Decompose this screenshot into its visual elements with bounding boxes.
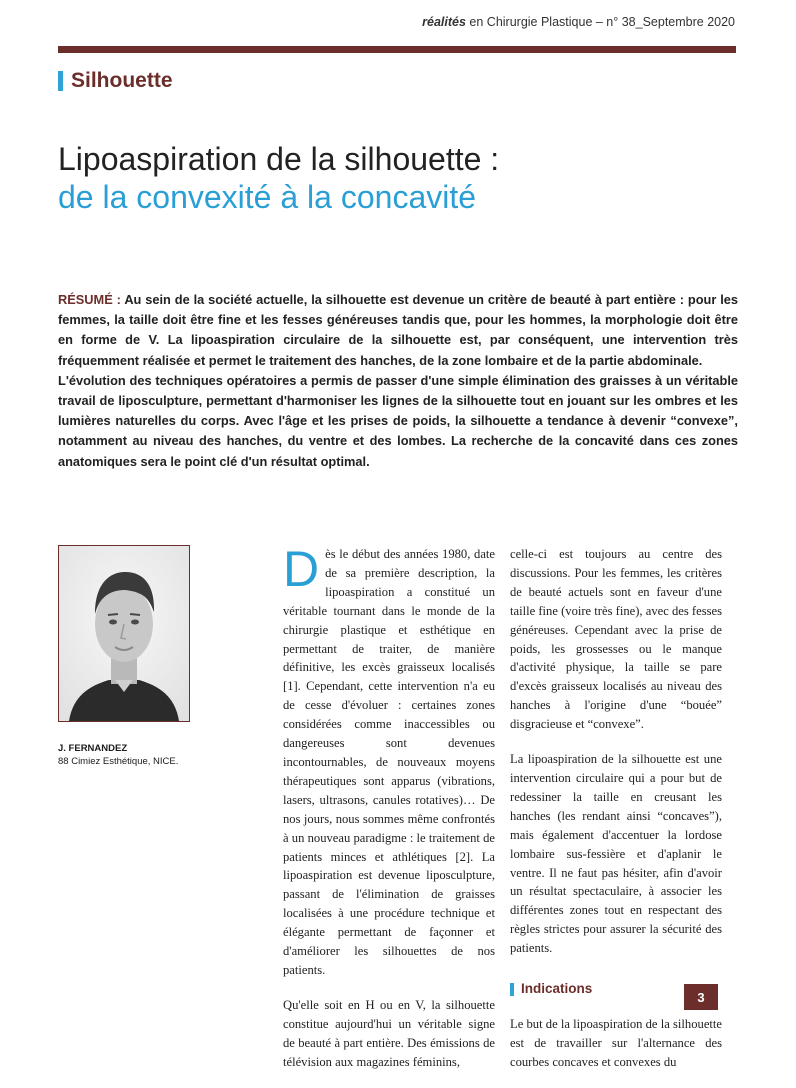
abstract-para-2: L'évolution des techniques opératoires a permis de passer d'une simple élimination des graisses à un véritable travail de liposculpture, permettant d'harmoniser les lignes de la silhouette tout en jouant sur les ombres et les lumières naturelles du corps. Avec l'âge et les prises de poids, la silhouette a tendance à devenir “convexe”, notamment au niveau des hanches, du ventre et des lombes. La recherche de la concavité dans ces zones anatomiques sera le point clé d'un résultat optimal. (58, 372, 738, 469)
journal-issue: en Chirurgie Plastique – n° 38_Septembre 2020 (465, 15, 735, 29)
abstract-text-1: Au sein de la société actuelle, la silhouette est devenue un critère de beauté à part entière : pour les femmes, la taille doit être fine et les fesses généreuses tandis que, pour les hommes, la morphologie doit être en forme de V. La lipoaspiration circulaire de la silhouette est, par conséquent, une intervention très fréquemment réalisée et permet le traitement des hanches, de la zone lombaire et de la partie abdominale. (58, 292, 738, 368)
author-photo (58, 545, 190, 722)
title-line-2: de la convexité à la concavité (58, 179, 477, 215)
journal-header (420, 15, 735, 29)
abstract-label: RÉSUMÉ : (58, 292, 121, 307)
body-paragraph: celle-ci est toujours au centre des discussions. Pour les femmes, les critères de beauté actuels sont en faveur d'une taille fine (voire très fine), avec des fesses généreuses. Cependant avec la prise de poids, les grossesses ou le manque d'activité physique, la taille se pare d'excès graisseux localisés au niveau des hanches à l'origine d'une “bouée” disgracieuse et “convexe”. (510, 547, 722, 732)
abstract-para-1 (58, 290, 738, 371)
body-paragraph: Qu'elle soit en H ou en V, la silhouette constitue aujourd'hui un véritable signe de beauté à part entière. Des émissions de télévision aux magazines féminins, (283, 997, 495, 1069)
dropcap: D (283, 541, 320, 597)
top-rule (58, 46, 736, 53)
title-line-1: Lipoaspiration de la silhouette : (58, 141, 500, 177)
subheading-text: Indications (521, 981, 593, 997)
body-column-1 (283, 541, 495, 1087)
journal-brand: réalités (422, 15, 466, 29)
body-paragraph: Le but de la lipoaspiration de la silhouette est de travailler sur l'alternance des courbes concaves et convexes du (510, 1016, 722, 1069)
body-paragraph (283, 541, 495, 980)
subheading-accent-bar (510, 983, 514, 996)
section-accent-bar (58, 71, 63, 91)
section-label: Silhouette (71, 69, 173, 92)
body-text: ès le début des années 1980, date de sa première description, la lipoaspiration a constitué un véritable tournant dans le monde de la chirurgie plastique et esthétique en permettant de traiter, de manière définitive, les excès graisseux localisés [1]. Cependant, cette intervention n'a eu de cesse d'évoluer : certaines zones considérées comme inaccessibles ou dangereuses sont devenues incontournables, de nouveaux moyens thérapeutiques sont apparus (vibrations, lasers, ultrasons, canules rotatives)… De nos jours, nous sommes même confrontés à un nouveau paradigme : le traitement de patients minces et athlétiques [2]. La lipoaspiration est devenue liposculpture, passant de l'élimination de graisses localisées à une procédure technique et élégante permettant de façonner et d'améliorer les silhouettes de nos patients. (283, 547, 495, 977)
article-title (58, 140, 758, 216)
author-block (58, 742, 258, 768)
page-number: 3 (684, 984, 718, 1010)
author-portrait-image (59, 546, 189, 721)
author-affiliation: 88 Cimiez Esthétique, NICE. (58, 756, 179, 767)
author-name: J. FERNANDEZ (58, 743, 128, 754)
section-tag (58, 70, 173, 92)
body-paragraph: La lipoaspiration de la silhouette est une intervention circulaire qui a pour but de redessiner la taille en creusant les hanches (les rendant ainsi “concaves”), mais également d'accentuer la lordose lombaire sus-fessière et d'aplanir le ventre. Il ne faut pas hésiter, afin d'avoir un résultat spectaculaire, à associer les différentes zones tout en respectant des règles strictes pour assurer la sécurité des patients. (510, 752, 722, 956)
abstract (58, 290, 738, 472)
